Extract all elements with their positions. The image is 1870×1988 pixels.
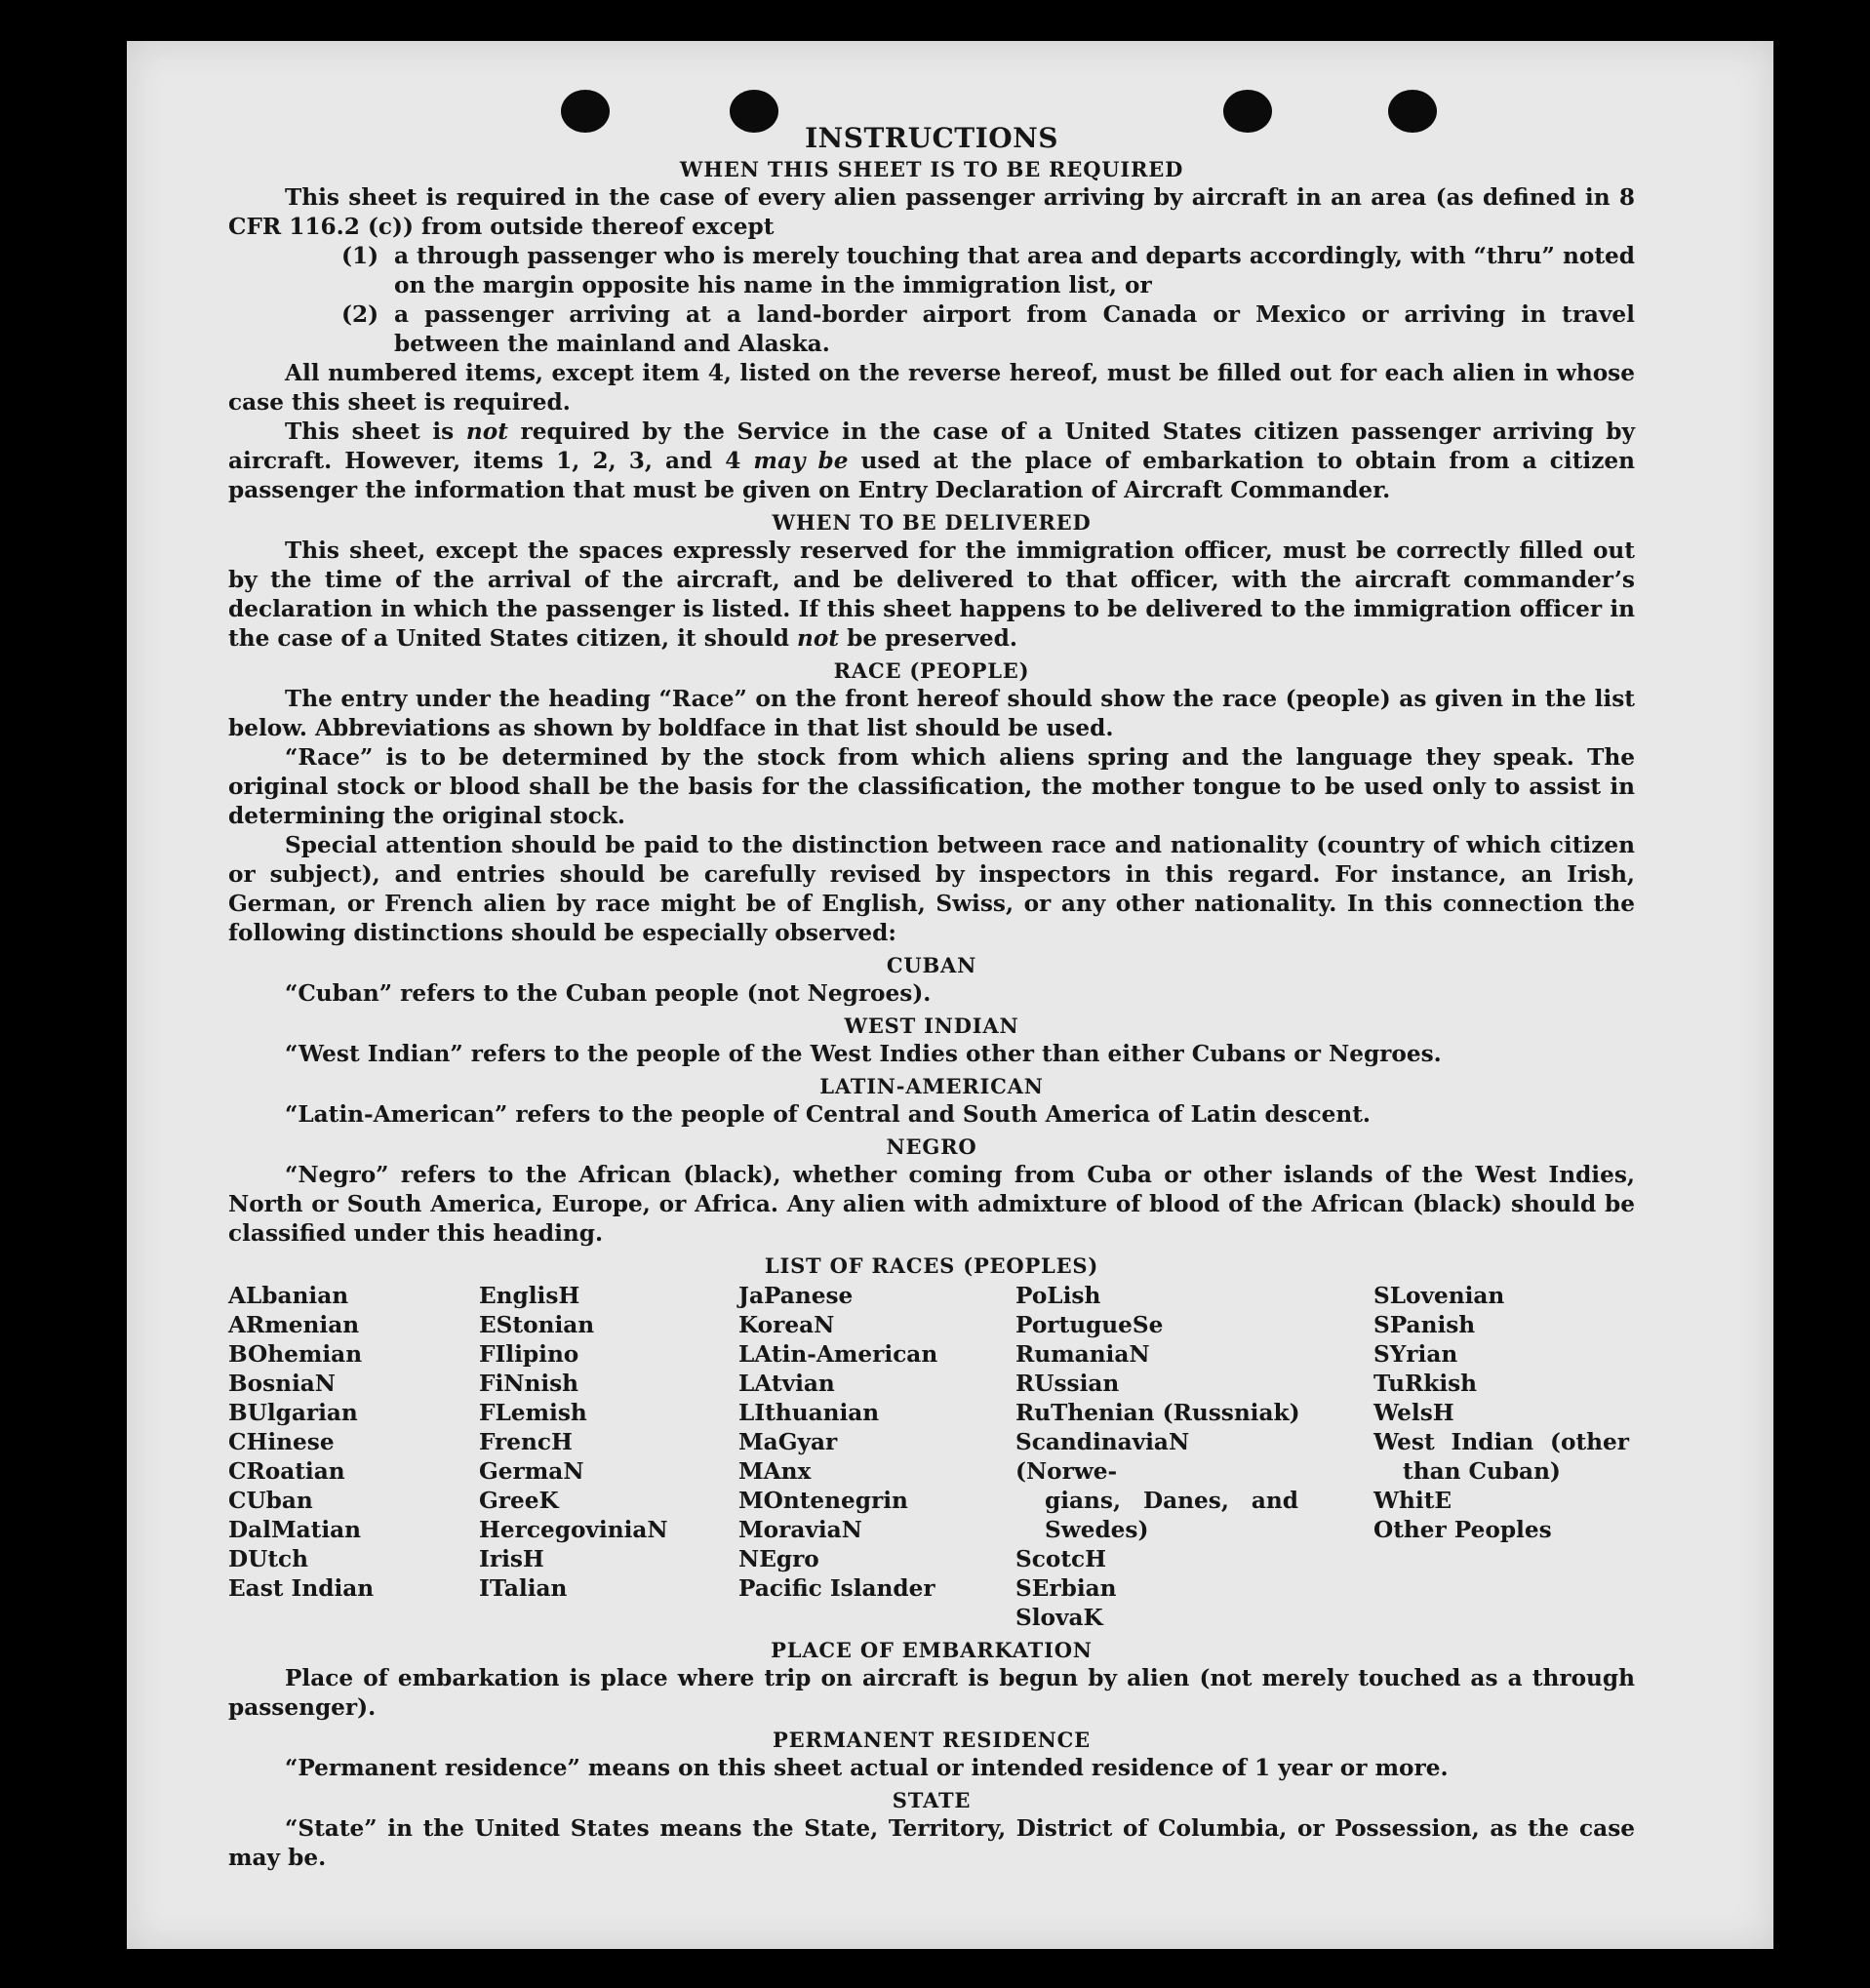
race-item: MOntenegrin — [738, 1488, 908, 1514]
paragraph: This sheet, except the spaces expressly reserved for the immigration officer, must be correctly filled out by the time of the arrival of the aircraft, and be delivered to that officer, with the aircraft commander’s declaration in which the passenger is listed. If this sheet happens to be delivered to the immigration officer in the case of a United States citizen, it should not be preserved. — [228, 537, 1635, 652]
race-item: MAnx — [738, 1458, 812, 1485]
race-item: BUlgarian — [228, 1400, 358, 1426]
race-item: EnglisH — [479, 1283, 580, 1309]
race-item: CHinese — [228, 1429, 335, 1455]
section-heading: LIST OF RACES (PEOPLES) — [764, 1253, 1099, 1278]
race-item: ARmenian — [228, 1312, 360, 1338]
race-item: WelsH — [1373, 1400, 1454, 1426]
paragraph: “Negro” refers to the African (black), whether coming from Cuba or other islands of the West Indies, North or South America, Europe, or Africa. Any alien with admixture of blood of the African (black) should be classified under this heading. — [228, 1162, 1635, 1247]
paragraph: “Race” is to be determined by the stock from which aliens spring and the language they speak. The original stock or blood shall be the basis for the classification, the mother tongue to be used only to assist in determining the original stock. — [228, 744, 1635, 829]
race-item: Pacific Islander — [738, 1575, 935, 1602]
race-column — [1373, 1282, 1635, 1633]
race-item: ScandinaviaN (Norwe- — [1015, 1429, 1190, 1485]
race-item: JaPanese — [738, 1283, 854, 1309]
race-item: IrisH — [479, 1546, 544, 1572]
race-item: SlovaK — [1015, 1605, 1103, 1631]
race-column — [479, 1282, 738, 1633]
race-item: EStonian — [479, 1312, 595, 1338]
section-heading: WHEN TO BE DELIVERED — [772, 510, 1092, 535]
race-item: DalMatian — [228, 1517, 362, 1543]
race-item: PortugueSe — [1015, 1312, 1164, 1338]
race-item: SPanish — [1373, 1312, 1476, 1338]
item-text: a passenger arriving at a land-border airport from Canada or Mexico or arriving in travel between the mainland and Alaska. — [394, 301, 1635, 357]
race-item: SLovenian — [1373, 1283, 1505, 1309]
race-item-continued: Swedes) — [1045, 1517, 1149, 1543]
item-number: (1) — [341, 243, 379, 269]
race-item: TuRkish — [1373, 1371, 1478, 1397]
race-item: FIlipino — [479, 1341, 579, 1368]
race-item: CRoatian — [228, 1458, 345, 1485]
section-heading: WEST INDIAN — [844, 1014, 1019, 1038]
paragraph: The entry under the heading “Race” on the front hereof should show the race (people) as given in the list below. Abbreviations as shown by boldface in that list should be used. — [228, 686, 1635, 741]
instructions-text — [228, 121, 1635, 1873]
paragraph: All numbered items, except item 4, listed on the reverse hereof, must be filled out for each alien in whose case this sheet is required. — [228, 360, 1635, 416]
race-item: CUban — [228, 1488, 313, 1514]
race-item: RumaniaN — [1015, 1341, 1150, 1368]
race-item: MoraviaN — [738, 1517, 862, 1543]
section-heading: NEGRO — [886, 1134, 977, 1159]
section-heading: PLACE OF EMBARKATION — [771, 1638, 1093, 1662]
race-item: West Indian (other — [1373, 1429, 1629, 1455]
list-item — [228, 300, 1635, 359]
race-column — [738, 1282, 1015, 1633]
paragraph: “West Indian” refers to the people of the West Indies other than either Cubans or Negroes. — [285, 1041, 1442, 1067]
race-item: FrencH — [479, 1429, 573, 1455]
race-column — [1015, 1282, 1373, 1633]
page-title: INSTRUCTIONS — [805, 122, 1058, 154]
race-item: East Indian — [228, 1575, 375, 1602]
race-item: WhitE — [1373, 1488, 1452, 1514]
section-heading: STATE — [892, 1788, 972, 1812]
section-heading: PERMANENT RESIDENCE — [773, 1728, 1091, 1752]
section-heading: WHEN THIS SHEET IS TO BE REQUIRED — [679, 157, 1184, 181]
paragraph: Special attention should be paid to the distinction between race and nationality (country of which citizen or subject), and entries should be carefully revised by inspectors in this regard. For instance, an Irish, German, or French alien by race might be of English, Swiss, or any other nationality. In this connection the following distinctions should be especially observed: — [228, 832, 1635, 946]
race-item: MaGyar — [738, 1429, 838, 1455]
paragraph: “Permanent residence” means on this sheet actual or intended residence of 1 year or more. — [285, 1755, 1449, 1781]
race-item: RuThenian (Russniak) — [1015, 1400, 1300, 1426]
race-list — [228, 1282, 1635, 1633]
list-item — [228, 242, 1635, 300]
paragraph: “State” in the United States means the State, Territory, District of Columbia, or Possession, as the case may be. — [228, 1815, 1635, 1871]
race-item-continued: than Cuban) — [1403, 1458, 1561, 1485]
race-item: ScotcH — [1015, 1546, 1107, 1572]
paragraph: Place of embarkation is place where trip on aircraft is begun by alien (not merely touched as a through passenger). — [228, 1665, 1635, 1721]
race-item: LAtvian — [738, 1371, 835, 1397]
paragraph: This sheet is required in the case of every alien passenger arriving by aircraft in an area (as defined in 8 CFR 116.2 (c)) from outside thereof except — [228, 184, 1635, 240]
race-item: FLemish — [479, 1400, 587, 1426]
race-item: ALbanian — [228, 1283, 349, 1309]
race-item: FiNnish — [479, 1371, 579, 1397]
section-heading: LATIN-AMERICAN — [819, 1074, 1044, 1098]
race-item: Other Peoples — [1373, 1517, 1552, 1543]
race-item: SYrian — [1373, 1341, 1458, 1368]
race-item: HercegoviniaN — [479, 1517, 668, 1543]
race-item: LAtin-American — [738, 1341, 938, 1368]
paragraph: This sheet is not required by the Service in the case of a United States citizen passenger arriving by aircraft. However, items 1, 2, 3, and 4 may be used at the place of embarkation to obtain from a citizen passenger the information that must be given on Entry Declaration of Aircraft Commander. — [228, 418, 1635, 503]
race-item: PoLish — [1015, 1283, 1101, 1309]
race-item: SErbian — [1015, 1575, 1117, 1602]
race-item: NEgro — [738, 1546, 819, 1572]
race-item: BosniaN — [228, 1371, 337, 1397]
race-item: KoreaN — [738, 1312, 835, 1338]
section-heading: RACE (PEOPLE) — [833, 658, 1030, 683]
race-column — [228, 1282, 479, 1633]
race-item: BOhemian — [228, 1341, 363, 1368]
race-item: LIthuanian — [738, 1400, 880, 1426]
race-item: RUssian — [1015, 1371, 1120, 1397]
race-item: ITalian — [479, 1575, 568, 1602]
paragraph: “Cuban” refers to the Cuban people (not Negroes). — [285, 980, 932, 1007]
race-item: GreeK — [479, 1488, 559, 1514]
race-item: DUtch — [228, 1546, 309, 1572]
item-text: a through passenger who is merely touching that area and departs accordingly, with “thru” noted on the margin opposite his name in the immigration list, or — [394, 243, 1635, 298]
paragraph: “Latin-American” refers to the people of Central and South America of Latin descent. — [285, 1101, 1371, 1128]
section-heading: CUBAN — [886, 953, 977, 977]
race-item-continued: gians, Danes, and — [1045, 1488, 1298, 1514]
race-item: GermaN — [479, 1458, 584, 1485]
item-number: (2) — [341, 301, 379, 328]
